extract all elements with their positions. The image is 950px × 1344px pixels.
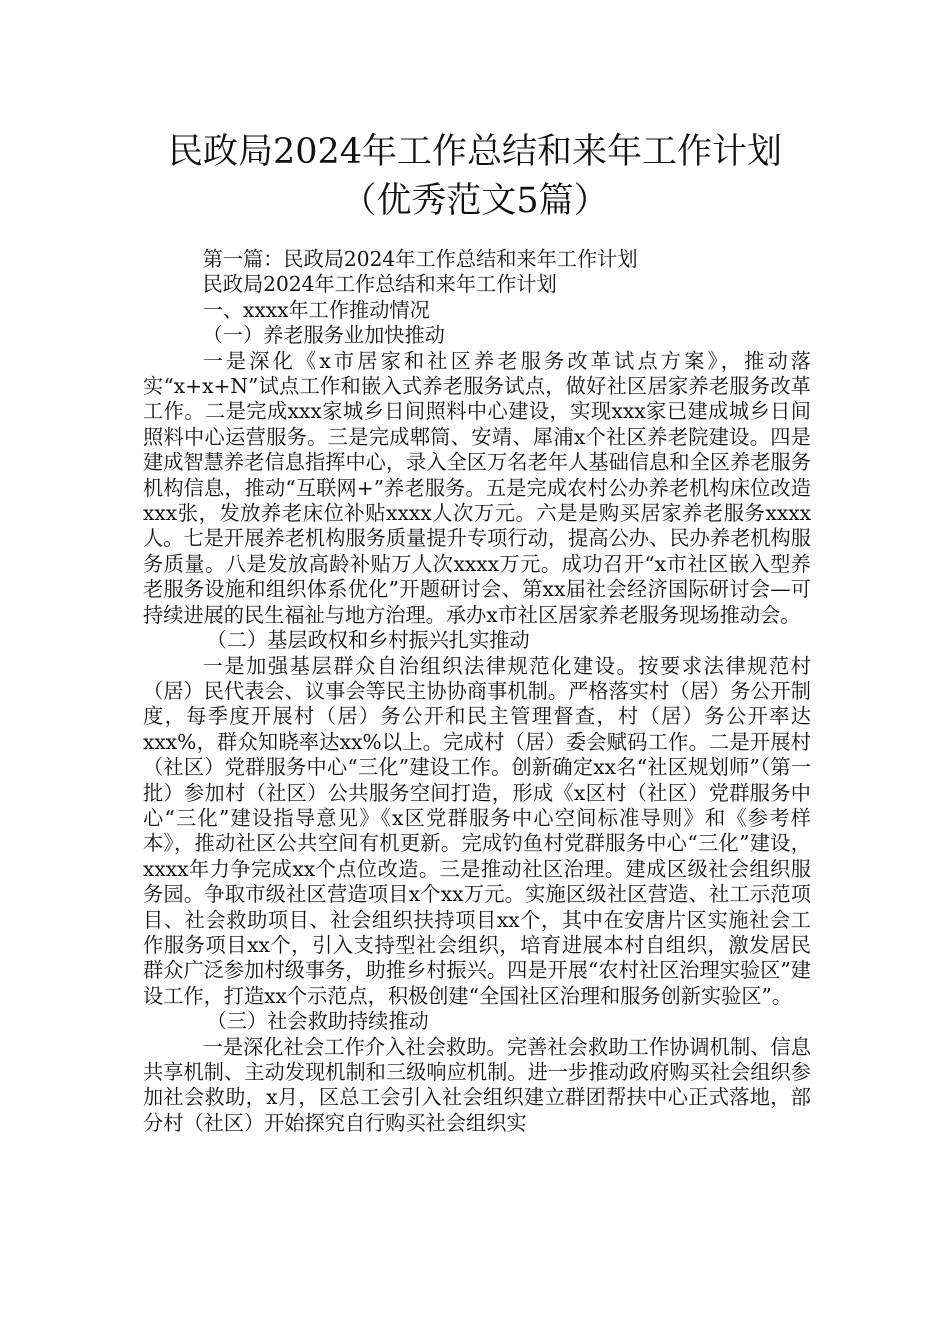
document-subtitle: （优秀范文5篇） [341,181,609,221]
subsection-heading: （一）养老服务业加快推动 [202,323,445,348]
article-title: 民政局2024年工作总结和来年工作计划 [202,272,557,297]
subsection-heading: （二）基层政权和乡村振兴扎实推动 [206,628,530,653]
document-title: 民政局2024年工作总结和来年工作计划 [167,132,783,172]
body-paragraph: 一是加强基层群众自治组织法律规范化建设。按要求法律规范村（居）民代表会、议事会等民主协协商事机制。严格落实村（居）务公开制度，每季度开展村（居）务公开和民主管理督查，村（居）务公开率达xxx%，群众知晓率达xx%以上。完成村（居）委会赋码工作。二是开展村（社区）党群服务中心“三化”建设工作。创新确定xx名“社区规划师”（第一批）参加村（社区）公共服务空间打造，形成《x区村（社区）党群服务中心“三化”建设指导意见》《x区党群服务中心空间标准导则》和《参考样本》，推动社区公共空间有机更新。完成钓鱼村党群服务中心“三化”建设，xxxx年力争完成xx个点位改造。三是推动社区治理。建成区级社会组织服务园。争取市级社区营造项目x个xx万元。实施区级社区营造、社工示范项目、社会救助项目、社会组织扶持项目xx个，其中在安唐片区实施社会工作服务项目xx个，引入支持型社会组织，培育进展本村自组织，激发居民群众广泛参加村级事务，助推乡村振兴。四是开展“农村社区治理实验区”建设工作，打造xx个示范点，积极创建“全国社区治理和服务创新实验区”。 [143,653,811,1008]
subsection-heading: （三）社会救助持续推动 [206,1009,429,1034]
body-paragraph: 一是深化《x市居家和社区养老服务改革试点方案》，推动落实“x+x+N”试点工作和嵌入式养老服务试点，做好社区居家养老服务改革工作。二是完成xxx家城乡日间照料中心建设，实现xxx家已建成城乡日间照料中心运营服务。三是完成郫筒、安靖、犀浦x个社区养老院建设。四是建成智慧养老信息指挥中心，录入全区万名老年人基础信息和全区养老服务机构信息，推动“互联网+”养老服务。五是完成农村公办养老机构床位改造xxx张，发放养老床位补贴xxxx人次万元。六是是购买居家养老服务xxxx人。七是开展养老机构服务质量提升专项行动，提高公办、民办养老机构服务质量。八是发放高龄补贴万人次xxxx万元。成功召开“x市社区嵌入型养老服务设施和组织体系优化”开题研讨会、第xx届社会经济国际研讨会—可持续进展的民生福祉与地方治理。承办x市社区居家养老服务现场推动会。 [143,348,811,627]
article-heading: 第一篇：民政局2024年工作总结和来年工作计划 [202,247,638,271]
body-paragraph: 一是深化社会工作介入社会救助。完善社会救助工作协调机制、信息共享机制、主动发现机制和三级响应机制。进一步推动政府购买社会组织参加社会救助，x月，区总工会引入社会组织建立群团帮扶中心正式落地，部分村（社区）开始探究自行购买社会组织实 [143,1034,811,1135]
document-body [143,247,811,1136]
section-heading: 一、xxxx年工作推动情况 [202,297,430,322]
